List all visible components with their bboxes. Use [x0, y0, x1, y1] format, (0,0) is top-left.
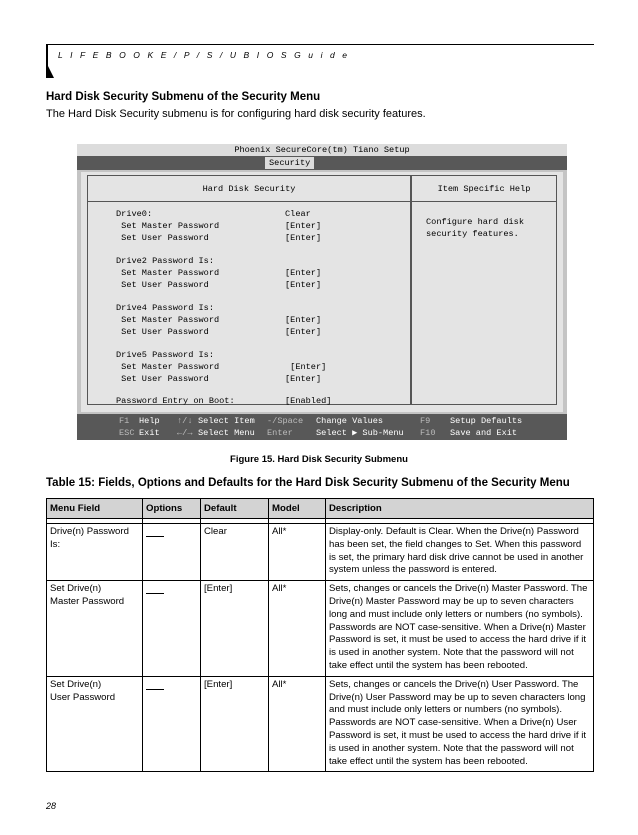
- enter-key: Enter: [267, 428, 293, 438]
- bios-body: [81, 172, 563, 412]
- menu-item-label[interactable]: Set Master Password: [116, 268, 220, 278]
- menu-item-value[interactable]: [Enabled]: [285, 396, 332, 406]
- menu-item-value[interactable]: [Enter]: [285, 221, 322, 231]
- page-number: 28: [46, 801, 57, 811]
- table-row: [47, 580, 593, 676]
- description-cell: Sets, changes or cancels the Drive(n) Master Password. The Drive(n) Master Password may be up to seven characters long and must include only letters or numbers (no symbols). Passwords are NOT case-sensitive. When a Drive(n) Master Password is set, it must be used to access the hard drive if it is used in another system. Note that the password will not take effect until the system has been rebooted.: [325, 581, 593, 676]
- menu-field-line: Drive(n) Password Is:: [50, 526, 129, 550]
- menu-field-line: Set Drive(n): [50, 583, 102, 595]
- model-cell: All*: [268, 677, 325, 772]
- updown-key: ↑/↓: [177, 416, 193, 426]
- f9-desc: Setup Defaults: [450, 416, 523, 426]
- f10-key: F10: [420, 428, 436, 438]
- table-title: Table 15: Fields, Options and Defaults for the Hard Disk Security Submenu of the Security Menu: [46, 477, 570, 489]
- default-cell: Clear: [200, 524, 268, 580]
- default-cell: [Enter]: [200, 581, 268, 676]
- model-cell: All*: [268, 524, 325, 580]
- updown-desc: Select Item: [198, 416, 255, 426]
- menu-item-label[interactable]: Set User Password: [116, 327, 209, 337]
- header-menu-field: Menu Field: [50, 503, 101, 514]
- blank-option: [146, 679, 164, 690]
- menu-item-value[interactable]: [Enter]: [285, 327, 322, 337]
- blank-option: [146, 526, 164, 537]
- menu-field-line: Set Drive(n): [50, 678, 102, 690]
- section-title: Hard Disk Security Submenu of the Security Menu: [46, 91, 321, 103]
- table-header-row: [47, 499, 593, 519]
- tab-security[interactable]: Security: [265, 157, 314, 169]
- figure-caption: Figure 15. Hard Disk Security Submenu: [230, 454, 408, 465]
- f9-key: F9: [420, 416, 431, 426]
- options-cell: [142, 524, 200, 580]
- table-gap: [47, 519, 593, 523]
- item-help-panel: [411, 175, 557, 405]
- menu-field-cell: [47, 524, 142, 580]
- help-text: Configure hard disk: [426, 217, 524, 227]
- menu-item-value[interactable]: [Enter]: [285, 280, 322, 290]
- help-text: security features.: [426, 229, 519, 239]
- menu-item-label[interactable]: Set User Password: [116, 233, 209, 243]
- menu-item-label[interactable]: Set Master Password: [116, 315, 220, 325]
- description-cell: Display-only. Default is Clear. When the Drive(n) Password has been set, the field changes to Set. When this password is set, the primary hard disk drive cannot be used in another system unless the password is entered.: [325, 524, 593, 580]
- section-intro: The Hard Disk Security submenu is for configuring hard disk security features.: [46, 108, 426, 120]
- esc-key: ESC: [119, 428, 135, 438]
- help-separator: [412, 201, 556, 202]
- menu-item-value[interactable]: [Enter]: [285, 233, 322, 243]
- bios-app-title: Phoenix SecureCore(tm) Tiano Setup: [77, 144, 567, 156]
- menu-item-value[interactable]: [Enter]: [285, 315, 322, 325]
- help-title: Item Specific Help: [437, 184, 531, 194]
- menu-item-label: Drive5 Password Is:: [116, 350, 214, 360]
- menu-item-label[interactable]: Set Master Password: [116, 362, 220, 372]
- enter-desc: Select ▶ Sub-Menu: [316, 428, 404, 438]
- menu-item-label[interactable]: Password Entry on Boot:: [116, 396, 235, 406]
- menu-item-label[interactable]: Set User Password: [116, 280, 209, 290]
- default-cell: [Enter]: [200, 677, 268, 772]
- header-triangle: [46, 62, 54, 78]
- header-options: Options: [142, 499, 200, 518]
- menu-field-cell: [47, 677, 142, 772]
- table-row: [47, 523, 593, 580]
- menu-item-value[interactable]: [Enter]: [285, 362, 327, 372]
- space-key: -/Space: [267, 416, 304, 426]
- f1-key: F1: [119, 416, 130, 426]
- header-description: Description: [325, 499, 593, 518]
- leftright-key: ←/→: [177, 428, 193, 438]
- menu-item-value[interactable]: [Enter]: [285, 374, 322, 384]
- bios-footer: [77, 414, 567, 440]
- bios-menubar: [77, 156, 567, 170]
- options-cell: [142, 677, 200, 772]
- hard-disk-security-panel: [87, 175, 411, 405]
- header-default: Default: [200, 499, 268, 518]
- f1-desc: Help: [139, 416, 160, 426]
- fields-table: [46, 498, 594, 772]
- options-cell: [142, 581, 200, 676]
- menu-field-cell: [47, 581, 142, 676]
- table-row: [47, 676, 593, 772]
- blank-option: [146, 583, 164, 594]
- description-cell: Sets, changes or cancels the Drive(n) User Password. The Drive(n) User Password may be up to seven characters long and must include only letters or numbers (no symbols). Passwords are NOT case-sensitive. When a Drive(n) User Password is set, it must be used to access the hard drive if it is used in another system. Note that the password will not take effect until the system has been rebooted.: [325, 677, 593, 772]
- header-rule: [46, 44, 594, 45]
- f10-desc: Save and Exit: [450, 428, 518, 438]
- header-model: Model: [268, 499, 325, 518]
- menu-item-label[interactable]: Drive0:: [116, 209, 153, 219]
- menu-item-value: Clear: [285, 209, 311, 219]
- panel-title: Hard Disk Security: [202, 184, 296, 194]
- menu-field-line: User Password: [50, 691, 116, 703]
- menu-item-label: Drive4 Password Is:: [116, 303, 214, 313]
- guide-title: L I F E B O O K E / P / S / U B I O S G u i d e: [58, 50, 350, 60]
- model-cell: All*: [268, 581, 325, 676]
- panel-separator: [88, 201, 410, 202]
- leftright-desc: Select Menu: [198, 428, 255, 438]
- space-desc: Change Values: [316, 416, 384, 426]
- menu-item-label[interactable]: Set Master Password: [116, 221, 220, 231]
- esc-desc: Exit: [139, 428, 160, 438]
- menu-item-label: Drive2 Password Is:: [116, 256, 214, 266]
- bios-screenshot: [77, 144, 567, 440]
- menu-item-label[interactable]: Set User Password: [116, 374, 209, 384]
- menu-field-line: Master Password: [50, 595, 125, 607]
- menu-item-value[interactable]: [Enter]: [285, 268, 322, 278]
